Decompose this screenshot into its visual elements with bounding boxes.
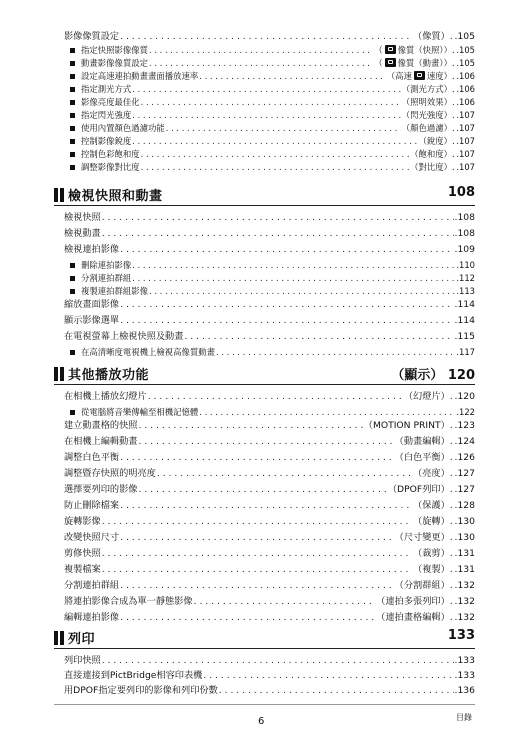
entry-title: 從電腦將音樂傳輸至相機記憶體	[81, 407, 199, 417]
toc-entry: 防止刪除檔案 . . . （保護） . .128	[64, 499, 475, 512]
leader-dots	[120, 532, 394, 544]
toc-subentry: 控制色彩飽和度 . . . （飽和度） . .107	[70, 147, 475, 160]
entry-title: 控制影像銳度	[81, 136, 132, 146]
leader-dots	[120, 244, 453, 256]
leader-dots	[102, 212, 454, 224]
entry-page: 108	[457, 228, 475, 239]
entry-title: 調整白色平衡	[64, 452, 120, 463]
bullet-icon	[70, 100, 75, 105]
bullet-icon	[70, 126, 75, 131]
entry-title: 設定高速連拍動畫畫面播放速率	[81, 71, 199, 81]
entry-page: 105	[459, 58, 475, 68]
toc-entry: 建立動畫格的快照 . . . （MOTION PRINT） . .123	[64, 419, 475, 432]
leader-dots	[199, 406, 455, 418]
toc-entry: 影像像質設定 . . . （像質） . .105	[64, 30, 475, 43]
bullet-icon	[70, 289, 75, 294]
entry-ref: （幻燈片）	[403, 391, 450, 402]
toc-entry: 複製檔案 . . . （複製） . .131	[64, 563, 475, 576]
leader-dots	[102, 228, 454, 240]
section-title: 列印	[68, 632, 96, 647]
entry-ref: （照明效果）	[401, 97, 452, 107]
entry-page: 124	[457, 436, 475, 447]
entry-page: 132	[457, 596, 475, 607]
entry-page: 107	[459, 149, 475, 159]
section-page-group	[391, 364, 475, 383]
leader-dots	[102, 548, 412, 560]
bullet-icon	[70, 61, 75, 66]
leader-dots	[166, 122, 401, 134]
section-header	[54, 626, 475, 649]
bullet-icon	[70, 74, 75, 79]
toc-subentry: 複製連拍群組影像 . . . .113	[70, 284, 475, 297]
toc-subentry: 設定高速連拍動畫畫面播放速率 . . . （高速 速度） . .106	[70, 69, 475, 82]
camera-icon	[385, 45, 396, 54]
entry-title: 在相機上編輯動畫	[64, 436, 138, 447]
leader-dots	[219, 685, 454, 697]
entry-ref: （連拍畫格編輯）	[376, 612, 450, 623]
section-title: 其他播放功能	[68, 368, 150, 383]
leader-dots	[120, 315, 453, 327]
bullet-icon	[70, 350, 75, 355]
toc-entry: 旋轉影像 . . . （旋轉） . .130	[64, 515, 475, 528]
leader-dots	[149, 285, 455, 297]
entry-page: 122	[459, 407, 475, 417]
entry-title: 在電視螢幕上檢視快照及動畫	[64, 331, 184, 342]
entry-page: 107	[459, 162, 475, 172]
toc-entry: 顯示影像選單 . . . .114	[64, 314, 475, 327]
entry-page: 132	[457, 612, 475, 623]
entry-title: 旋轉影像	[64, 516, 101, 527]
toc-entry: 縮放畫面影像 . . . .114	[64, 298, 475, 311]
entry-ref: （連拍多張列印）	[376, 596, 450, 607]
entry-title: 直接連接到PictBridge相容印表機	[64, 670, 203, 681]
entry-title: 調整暨存快照的明亮度	[64, 468, 156, 479]
entry-title: 動畫影像像質設定	[81, 58, 148, 68]
leader-dots	[157, 468, 412, 480]
entry-page: 115	[457, 331, 475, 342]
leader-dots	[139, 484, 387, 496]
entry-page: 130	[457, 516, 475, 527]
entry-ref: （顏色過濾）	[401, 123, 452, 133]
entry-title: 分割連拍群組	[81, 273, 132, 283]
toc-subentry: 控制影像銳度 . . . （銳度） . .107	[70, 134, 475, 147]
entry-ref: （複製）	[413, 564, 450, 575]
entry-title: 複製檔案	[64, 564, 101, 575]
entry-ref: （分割群組）	[394, 580, 450, 591]
entry-title: 檢視快照	[64, 212, 101, 223]
entry-title: 指定快照影像像質	[81, 45, 148, 55]
entry-page: 133	[457, 670, 475, 681]
section-page: 108	[447, 185, 475, 200]
section-marker-icon	[54, 188, 64, 202]
leader-dots	[120, 612, 375, 624]
leader-dots	[102, 516, 412, 528]
bullet-icon	[70, 263, 75, 268]
leader-dots	[120, 31, 412, 43]
entry-title: 列印快照	[64, 655, 101, 666]
section-marker-icon	[54, 631, 64, 645]
entry-page: 106	[459, 84, 475, 94]
entry-title: 刪除連拍影像	[81, 260, 132, 270]
leader-dots	[203, 670, 453, 682]
section-title: 檢視快照和動畫	[68, 189, 163, 204]
entry-title: 調整影像對比度	[81, 162, 140, 172]
entry-page: 127	[457, 468, 475, 479]
entry-title: 用DPOF指定要列印的影像和列印份數	[64, 685, 218, 696]
toc-entry: 選擇要列印的影像 . . . （DPOF列印） . .127	[64, 483, 475, 496]
toc-entry: 檢視連拍影像 . . . .109	[64, 243, 475, 256]
entry-page: 110	[459, 260, 475, 270]
section-marker-icon	[54, 367, 64, 381]
leader-dots	[120, 452, 394, 464]
entry-title: 檢視動畫	[64, 228, 101, 239]
footer-label: 目錄	[456, 713, 472, 722]
bullet-icon	[70, 410, 75, 415]
entry-ref: （動畫編輯）	[394, 436, 450, 447]
leader-dots	[148, 391, 403, 403]
toc-subentry: 指定快照影像像質 . . . （ 像質（快照）） . .105	[70, 43, 475, 56]
section-page: 133	[447, 628, 475, 643]
entry-ref: （尺寸變更）	[394, 532, 450, 543]
toc-subentry: 在高清晰度電視機上檢視高像質動畫 . . . .117	[70, 345, 475, 358]
bullet-icon	[70, 87, 75, 92]
entry-title: 指定測光方式	[81, 84, 132, 94]
toc-entry: 檢視動畫 . . . .108	[64, 227, 475, 240]
leader-dots	[149, 44, 373, 56]
toc-subentry: 影像亮度最佳化 . . . （照明效果） . .106	[70, 95, 475, 108]
toc-entry: 列印快照 . . . .133	[64, 654, 475, 667]
leader-dots	[149, 57, 373, 69]
toc-subentry: 刪除連拍影像 . . . .110	[70, 258, 475, 271]
entry-page: 117	[459, 347, 475, 357]
entry-ref: （對比度）	[410, 162, 452, 172]
leader-dots	[132, 272, 455, 284]
entry-page: 112	[459, 273, 475, 283]
leader-dots	[120, 299, 453, 311]
entry-title: 顯示影像選單	[64, 315, 120, 326]
entry-ref: （MOTION PRINT）	[363, 420, 450, 431]
entry-page: 114	[457, 315, 475, 326]
toc-entry: 剪修快照 . . . （裁剪） . .131	[64, 547, 475, 560]
entry-page: 109	[457, 244, 475, 255]
footer-rule	[54, 704, 475, 705]
entry-page: 107	[459, 123, 475, 133]
leader-dots	[141, 161, 410, 173]
entry-ref: （旋轉）	[413, 516, 450, 527]
toc-entry: 在相機上編輯動畫 . . . （動畫編輯） . .124	[64, 435, 475, 448]
bullet-icon	[70, 113, 75, 118]
leader-dots	[132, 259, 455, 271]
leader-dots	[102, 655, 454, 667]
section-page: 120	[447, 368, 475, 383]
leader-dots	[139, 420, 363, 432]
bullet-icon	[70, 276, 75, 281]
entry-page: 114	[457, 299, 475, 310]
bullet-icon	[70, 139, 75, 144]
entry-ref: （裁剪）	[413, 548, 450, 559]
video-icon	[414, 71, 425, 80]
leader-dots	[132, 83, 401, 95]
leader-dots	[184, 331, 453, 343]
entry-ref: （高速 速度）	[386, 71, 452, 81]
entry-page: 106	[459, 97, 475, 107]
entry-page: 107	[459, 110, 475, 120]
toc-entry: 將連拍影像合成為單一靜態影像 . . . （連拍多張列印） . .132	[64, 595, 475, 608]
footer-page-number: 6	[258, 716, 265, 727]
entry-page: 107	[459, 136, 475, 146]
toc-subentry: 指定閃光強度 . . . （閃光強度） . .107	[70, 108, 475, 121]
section-suffix: （顯示）	[391, 368, 444, 383]
toc-subentry: 動畫影像像質設定 . . . （ 像質（動畫）） . .105	[70, 56, 475, 69]
entry-title: 指定閃光強度	[81, 110, 132, 120]
entry-title: 在高清晰度電視機上檢視高像質動畫	[81, 347, 215, 357]
toc-subentry: 指定測光方式 . . . （測光方式） . .106	[70, 82, 475, 95]
entry-title: 分割連拍群組	[64, 580, 120, 591]
entry-ref: （白色平衡）	[394, 452, 450, 463]
entry-page: 123	[457, 420, 475, 431]
entry-page: 105	[459, 45, 475, 55]
entry-title: 影像像質設定	[64, 31, 120, 42]
entry-title: 編輯連拍影像	[64, 612, 120, 623]
entry-title: 影像亮度最佳化	[81, 97, 140, 107]
entry-ref: （ 像質（快照））	[374, 45, 452, 55]
leader-dots	[132, 135, 417, 147]
entry-page: 120	[457, 391, 475, 402]
entry-title: 在相機上播放幻燈片	[64, 391, 147, 402]
entry-ref: （DPOF列印）	[387, 484, 450, 495]
entry-page: 132	[457, 580, 475, 591]
toc-entry: 改變快照尺寸 . . . （尺寸變更） . .130	[64, 531, 475, 544]
entry-page: 108	[457, 212, 475, 223]
entry-title: 縮放畫面影像	[64, 299, 120, 310]
toc-entry: 調整暨存快照的明亮度 . . . （亮度） . .127	[64, 467, 475, 480]
entry-title: 改變快照尺寸	[64, 532, 120, 543]
entry-page: 131	[457, 564, 475, 575]
toc-entry: 在相機上播放幻燈片 . . . （幻燈片） . .120	[64, 390, 475, 403]
entry-title: 檢視連拍影像	[64, 244, 120, 255]
entry-ref: （亮度）	[413, 468, 450, 479]
entry-ref: （測光方式）	[401, 84, 452, 94]
entry-page: 106	[459, 71, 475, 81]
entry-ref: （保護）	[413, 500, 450, 511]
toc-entry: 直接連接到PictBridge相容印表機 . . . .133	[64, 669, 475, 682]
bullet-icon	[70, 152, 75, 157]
entry-ref: （ 像質（動畫））	[374, 58, 452, 68]
entry-title: 將連拍影像合成為單一靜態影像	[64, 596, 193, 607]
entry-title: 剪修快照	[64, 548, 101, 559]
entry-page: 136	[457, 685, 475, 696]
entry-page: 130	[457, 532, 475, 543]
entry-page: 133	[457, 655, 475, 666]
entry-ref: （像質）	[413, 31, 450, 42]
toc-entry: 檢視快照 . . . .108	[64, 211, 475, 224]
leader-dots	[194, 596, 376, 608]
toc-subentry: 分割連拍群組 . . . .112	[70, 271, 475, 284]
entry-title: 複製連拍群組影像	[81, 286, 148, 296]
section-header	[54, 362, 475, 385]
entry-title: 防止刪除檔案	[64, 500, 120, 511]
toc-subentry: 使用內置顏色過濾功能 . . . （顏色過濾） . .107	[70, 121, 475, 134]
entry-page: 126	[457, 452, 475, 463]
entry-page: 131	[457, 548, 475, 559]
entry-ref: （閃光強度）	[401, 110, 452, 120]
video-icon	[385, 58, 396, 67]
entry-title: 選擇要列印的影像	[64, 484, 138, 495]
entry-ref: （銳度）	[418, 136, 452, 146]
bullet-icon	[70, 165, 75, 170]
entry-title: 建立動畫格的快照	[64, 420, 138, 431]
entry-ref: （飽和度）	[410, 149, 452, 159]
leader-dots	[120, 500, 412, 512]
section-header	[54, 183, 475, 206]
toc-subentry: 從電腦將音樂傳輸至相機記憶體 . . . .122	[70, 405, 475, 418]
bullet-icon	[70, 48, 75, 53]
entry-page: 113	[459, 286, 475, 296]
leader-dots	[139, 436, 394, 448]
leader-dots	[132, 109, 401, 121]
leader-dots	[216, 346, 455, 358]
entry-title: 使用內置顏色過濾功能	[81, 123, 165, 133]
toc-entry: 調整白色平衡 . . . （白色平衡） . .126	[64, 451, 475, 464]
entry-page: 128	[457, 500, 475, 511]
leader-dots	[199, 70, 386, 82]
toc-entry: 編輯連拍影像 . . . （連拍畫格編輯） . .132	[64, 611, 475, 624]
toc-entry: 分割連拍群組 . . . （分割群組） . .132	[64, 579, 475, 592]
entry-title: 控制色彩飽和度	[81, 149, 140, 159]
entry-page: 127	[457, 484, 475, 495]
leader-dots	[141, 96, 401, 108]
toc-entry: 在電視螢幕上檢視快照及動畫 . . . .115	[64, 330, 475, 343]
leader-dots	[141, 148, 410, 160]
toc-subentry: 調整影像對比度 . . . （對比度） . .107	[70, 160, 475, 173]
leader-dots	[120, 580, 394, 592]
toc-entry: 用DPOF指定要列印的影像和列印份數 . . . .136	[64, 684, 475, 697]
entry-page: 105	[457, 31, 475, 42]
leader-dots	[102, 564, 412, 576]
